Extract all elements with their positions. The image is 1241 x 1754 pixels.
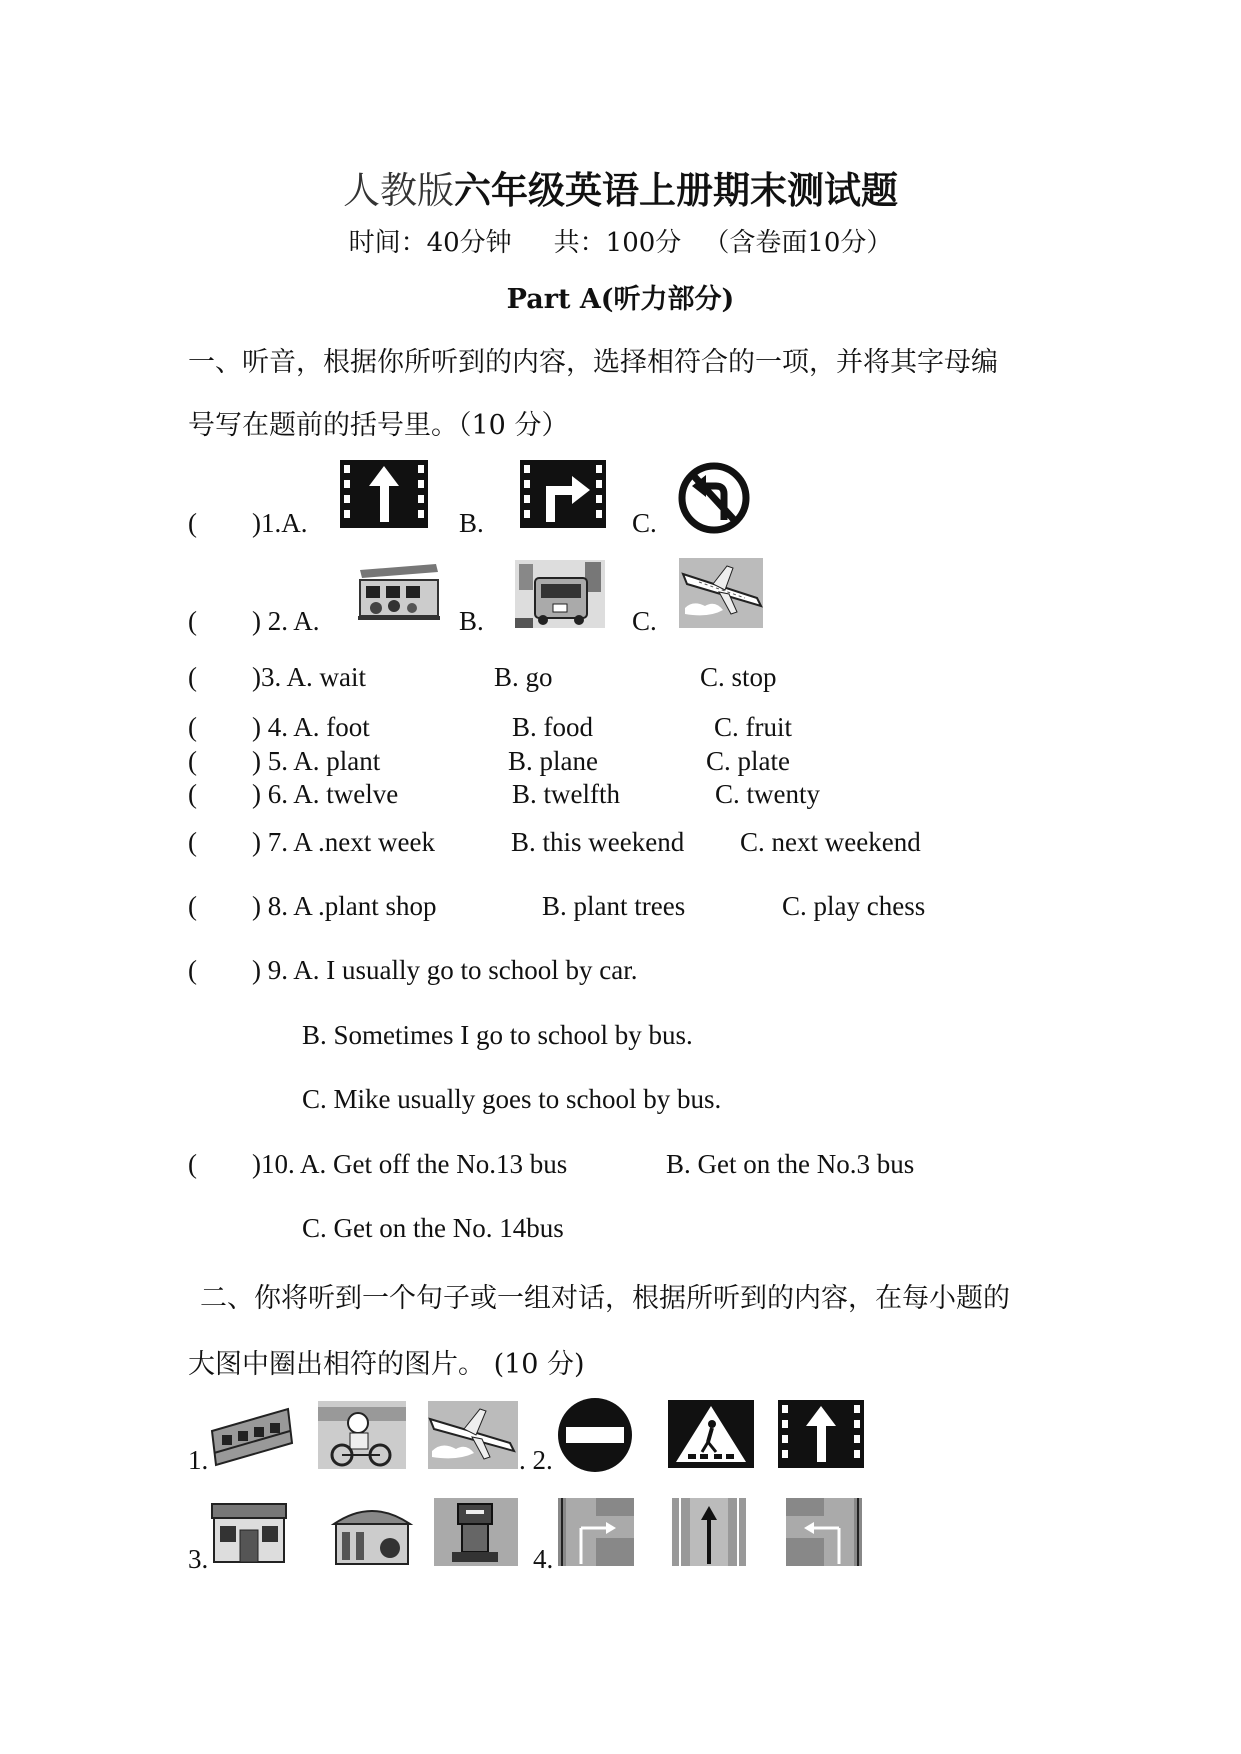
section2-instruction-1: 二、你将听到一个句子或一组对话，根据所听到的内容，在每小题的 bbox=[200, 1283, 1010, 1314]
q2-b-label: B. bbox=[459, 606, 484, 636]
q2-c-label: C. bbox=[632, 606, 657, 636]
go-straight-sign-icon[interactable] bbox=[340, 460, 428, 528]
q3-option-c: C. stop bbox=[700, 662, 777, 692]
q3-option-a: )3. A. wait bbox=[252, 662, 366, 692]
page-title bbox=[0, 160, 1241, 214]
q8-paren[interactable]: ( bbox=[188, 891, 197, 921]
bike-rider-icon[interactable] bbox=[318, 1401, 406, 1469]
q2-paren[interactable]: ( bbox=[188, 606, 197, 636]
s2-q3-label: 3. bbox=[188, 1544, 209, 1574]
q10-option-b: B. Get on the No.3 bus bbox=[666, 1149, 915, 1179]
q2-label: ) 2. A. bbox=[252, 606, 320, 636]
road-straight-icon[interactable] bbox=[672, 1498, 746, 1566]
q1-label: )1.A. bbox=[252, 508, 308, 538]
q8-option-c: C. play chess bbox=[782, 891, 926, 921]
q4-option-a: ) 4. A. foot bbox=[252, 712, 370, 742]
q7-option-b: B. this weekend bbox=[511, 827, 685, 857]
no-entry-sign-icon[interactable] bbox=[552, 1397, 638, 1473]
q1-b-label: B. bbox=[459, 508, 484, 538]
q6-paren[interactable]: ( bbox=[188, 779, 197, 809]
plane-icon[interactable] bbox=[679, 558, 763, 628]
q3-paren[interactable]: ( bbox=[188, 662, 197, 692]
title-light: 人教版 bbox=[343, 169, 454, 212]
q4-option-c: C. fruit bbox=[714, 712, 792, 742]
train-icon[interactable] bbox=[356, 560, 442, 626]
exam-info bbox=[0, 222, 1241, 259]
road-turn-left-icon[interactable] bbox=[786, 1498, 862, 1566]
no-left-turn-sign-icon[interactable] bbox=[676, 462, 752, 534]
train-icon[interactable] bbox=[208, 1403, 294, 1467]
q7-paren[interactable]: ( bbox=[188, 827, 197, 857]
exam-note: （含卷面10分） bbox=[703, 228, 893, 258]
q10-option-c: C. Get on the No. 14bus bbox=[302, 1213, 564, 1243]
q10-paren[interactable]: ( bbox=[188, 1149, 197, 1179]
q7-option-a: ) 7. A .next week bbox=[252, 827, 435, 857]
s2-q1-label: 1. bbox=[188, 1445, 209, 1475]
q6-option-a: ) 6. A. twelve bbox=[252, 779, 399, 809]
q5-option-c: C. plate bbox=[706, 746, 790, 776]
q6-option-c: C. twenty bbox=[715, 779, 820, 809]
q5-option-a: ) 5. A. plant bbox=[252, 746, 381, 776]
q4-paren[interactable]: ( bbox=[188, 712, 197, 742]
q3-option-b: B. go bbox=[494, 662, 553, 692]
q5-option-b: B. plane bbox=[508, 746, 598, 776]
exam-total: 共：100分 bbox=[553, 228, 682, 258]
section1-instruction-1: 一、听音，根据你所听到的内容，选择相符合的一项，并将其字母编 bbox=[188, 347, 998, 378]
q9-option-c: C. Mike usually goes to school by bus. bbox=[302, 1084, 722, 1114]
q5-paren[interactable]: ( bbox=[188, 746, 197, 776]
crosswalk-sign-icon[interactable] bbox=[668, 1400, 754, 1468]
q8-option-b: B. plant trees bbox=[542, 891, 686, 921]
part-a-heading: Part A(听力部分) bbox=[506, 284, 735, 315]
turn-right-sign-icon[interactable] bbox=[520, 460, 606, 528]
q10-option-a: )10. A. Get off the No.13 bus bbox=[252, 1149, 568, 1179]
s2-q4-label: 4. bbox=[533, 1544, 554, 1574]
exam-time: 时间：40分钟 bbox=[348, 228, 512, 258]
go-straight-sign-icon[interactable] bbox=[778, 1400, 864, 1468]
q1-c-label: C. bbox=[632, 508, 657, 538]
q8-option-a: ) 8. A .plant shop bbox=[252, 891, 437, 921]
title-bold: 六年级英语上册期末测试题 bbox=[454, 168, 898, 212]
shop-icon[interactable] bbox=[208, 1500, 290, 1566]
bus-icon[interactable] bbox=[515, 560, 605, 628]
science-museum-icon[interactable] bbox=[330, 1500, 414, 1566]
section1-instruction-2: 号写在题前的括号里。（10 分） bbox=[188, 410, 569, 441]
plane-icon[interactable] bbox=[428, 1401, 518, 1469]
q9-paren[interactable]: ( bbox=[188, 955, 197, 985]
q9-option-a: ) 9. A. I usually go to school by car. bbox=[252, 955, 638, 985]
section2-instruction-2: 大图中圈出相符的图片。 (10 分) bbox=[188, 1349, 585, 1380]
q7-option-c: C. next weekend bbox=[740, 827, 921, 857]
post-box-icon[interactable] bbox=[434, 1498, 518, 1566]
q6-option-b: B. twelfth bbox=[512, 779, 620, 809]
road-turn-right-icon[interactable] bbox=[558, 1498, 634, 1566]
q9-option-b: B. Sometimes I go to school by bus. bbox=[302, 1020, 693, 1050]
s2-q2-label: . 2. bbox=[519, 1445, 553, 1475]
q4-option-b: B. food bbox=[512, 712, 593, 742]
q1-paren[interactable]: ( bbox=[188, 508, 197, 538]
